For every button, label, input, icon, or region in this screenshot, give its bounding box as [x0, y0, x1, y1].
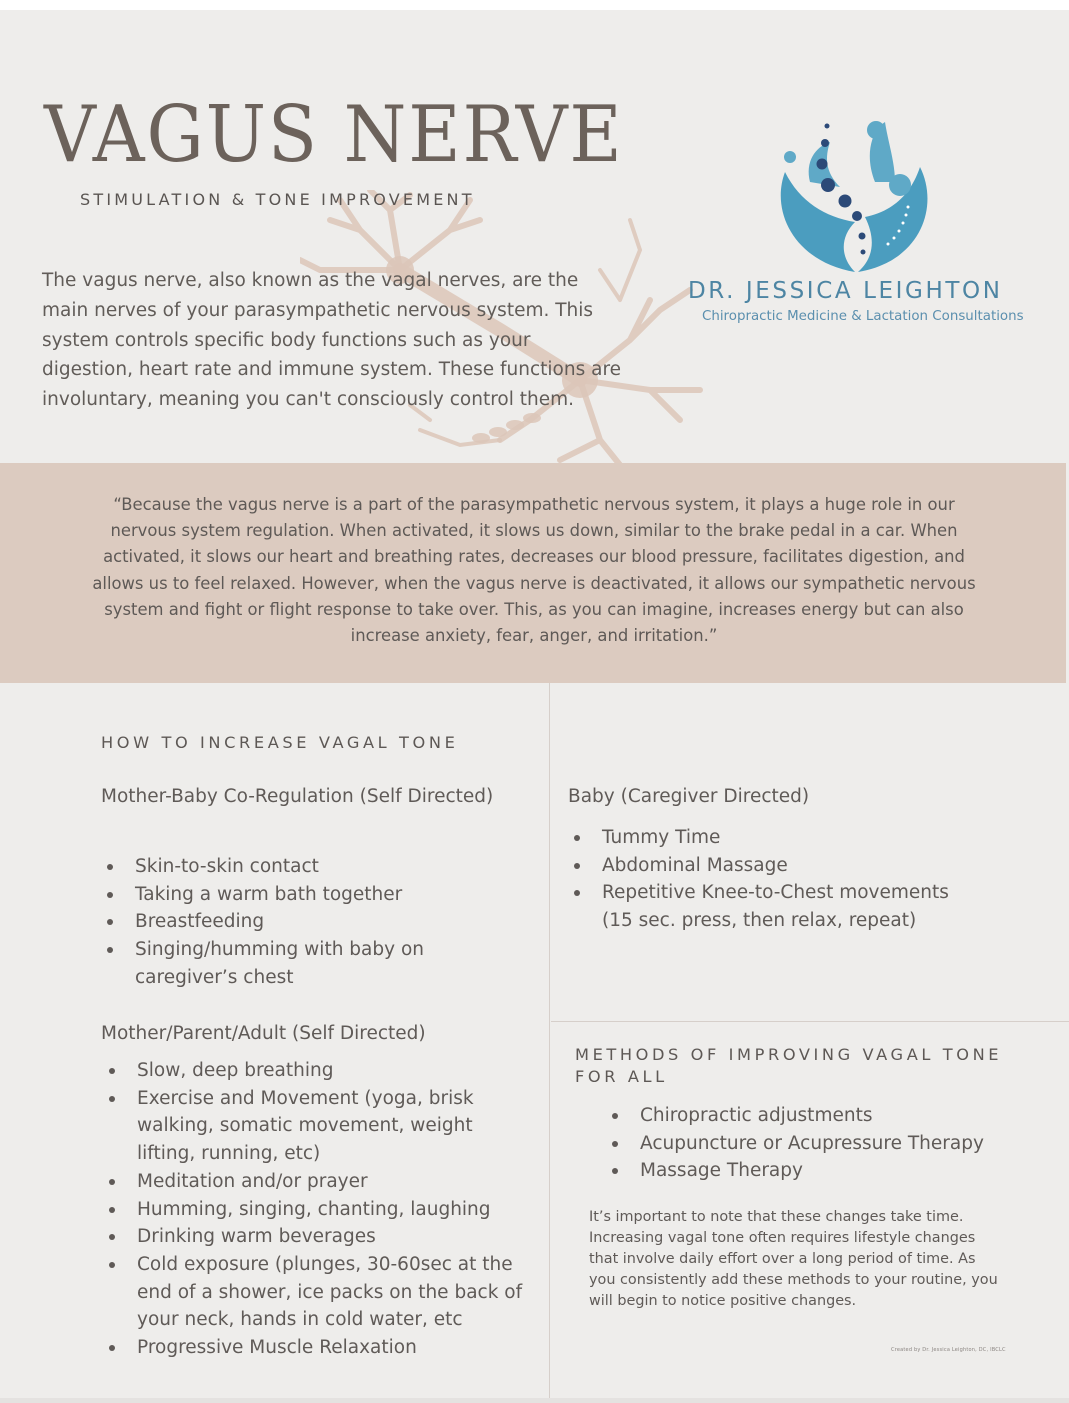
list-item: Meditation and/or prayer: [102, 1168, 534, 1196]
baby-list: [567, 824, 1007, 935]
list-item: Cold exposure (plunges, 30-60sec at the end of a shower, ice packs on the back of your neck, hands in cold water, etc: [102, 1251, 534, 1334]
list-item: Taking a warm bath together: [100, 881, 530, 909]
increase-heading: HOW TO INCREASE VAGAL TONE: [101, 733, 459, 752]
intro-paragraph: The vagus nerve, also known as the vagal nerves, are the main nerves of your parasympathetic nervous system. This system controls specific body functions such as your digestion, heart rate and immune system. These functions are involuntary, meaning you can't consciously control them.: [42, 270, 622, 411]
list-item: Exercise and Movement (yoga, brisk walking, somatic movement, weight lifting, running, etc): [102, 1085, 482, 1168]
column-divider: [549, 683, 550, 1398]
page-title: VAGUS NERVE: [44, 90, 624, 180]
list-item: Drinking warm beverages: [102, 1223, 534, 1251]
top-strip: [0, 0, 1069, 10]
list-item: Singing/humming with baby on caregiver’s chest: [100, 936, 445, 991]
list-item: Humming, singing, chanting, laughing: [102, 1196, 534, 1224]
brand-tagline: Chiropractic Medicine & Lactation Consultations: [702, 309, 1024, 324]
list-item: Chiropractic adjustments: [605, 1102, 1025, 1130]
quote-text: “Because the vagus nerve is a part of the parasympathetic nervous system, it plays a huge role in our nervous system regulation. When activated, it slows us down, similar to the brake pedal in a car. When activated, it slows our heart and breathing rates, decreases our blood pressure, facilitates digestion, and allows us to feel relaxed. However, when the vagus nerve is deactivated, it allows our sympathetic nervous system and fight or flight response to take over. This, as you can imagine, increases energy but can also increase anxiety, fear, anger, and irritation.”: [92, 495, 976, 646]
list-item: Breastfeeding: [100, 908, 530, 936]
baby-title: Baby (Caregiver Directed): [568, 786, 810, 807]
brand-name: DR. JESSICA LEIGHTON: [688, 278, 1003, 304]
list-item: Skin-to-skin contact: [100, 853, 530, 881]
credit-line: Created by Dr. Jessica Leighton, DC, IBCLC: [891, 1347, 1006, 1353]
list-item: Slow, deep breathing: [102, 1057, 534, 1085]
page-subtitle: STIMULATION & TONE IMPROVEMENT: [80, 190, 475, 209]
bottom-strip: [0, 1398, 1069, 1403]
list-item: Repetitive Knee-to-Chest movements (15 sec. press, then relax, repeat): [567, 879, 977, 934]
section-divider: [551, 1021, 1069, 1022]
leaf-logo-icon: [770, 112, 940, 282]
methods-note: It’s important to note that these changes take time. Increasing vagal tone often requires lifestyle changes that involve daily effort over a long period of time. As you consistently add these methods to your routine, you will begin to notice positive changes.: [589, 1209, 998, 1309]
methods-heading: METHODS OF IMPROVING VAGAL TONE FOR ALL: [575, 1045, 1003, 1086]
list-item: Abdominal Massage: [567, 852, 1007, 880]
methods-list: [605, 1102, 1025, 1185]
mother-baby-list: [100, 853, 530, 992]
list-item: Massage Therapy: [605, 1157, 1025, 1185]
mother-baby-title: Mother-Baby Co-Regulation (Self Directed): [101, 786, 494, 807]
list-item: Tummy Time: [567, 824, 1007, 852]
list-item: Acupuncture or Acupressure Therapy: [605, 1130, 1025, 1158]
list-item: Progressive Muscle Relaxation: [102, 1334, 534, 1362]
adult-list: [102, 1057, 534, 1362]
adult-title: Mother/Parent/Adult (Self Directed): [101, 1023, 426, 1044]
